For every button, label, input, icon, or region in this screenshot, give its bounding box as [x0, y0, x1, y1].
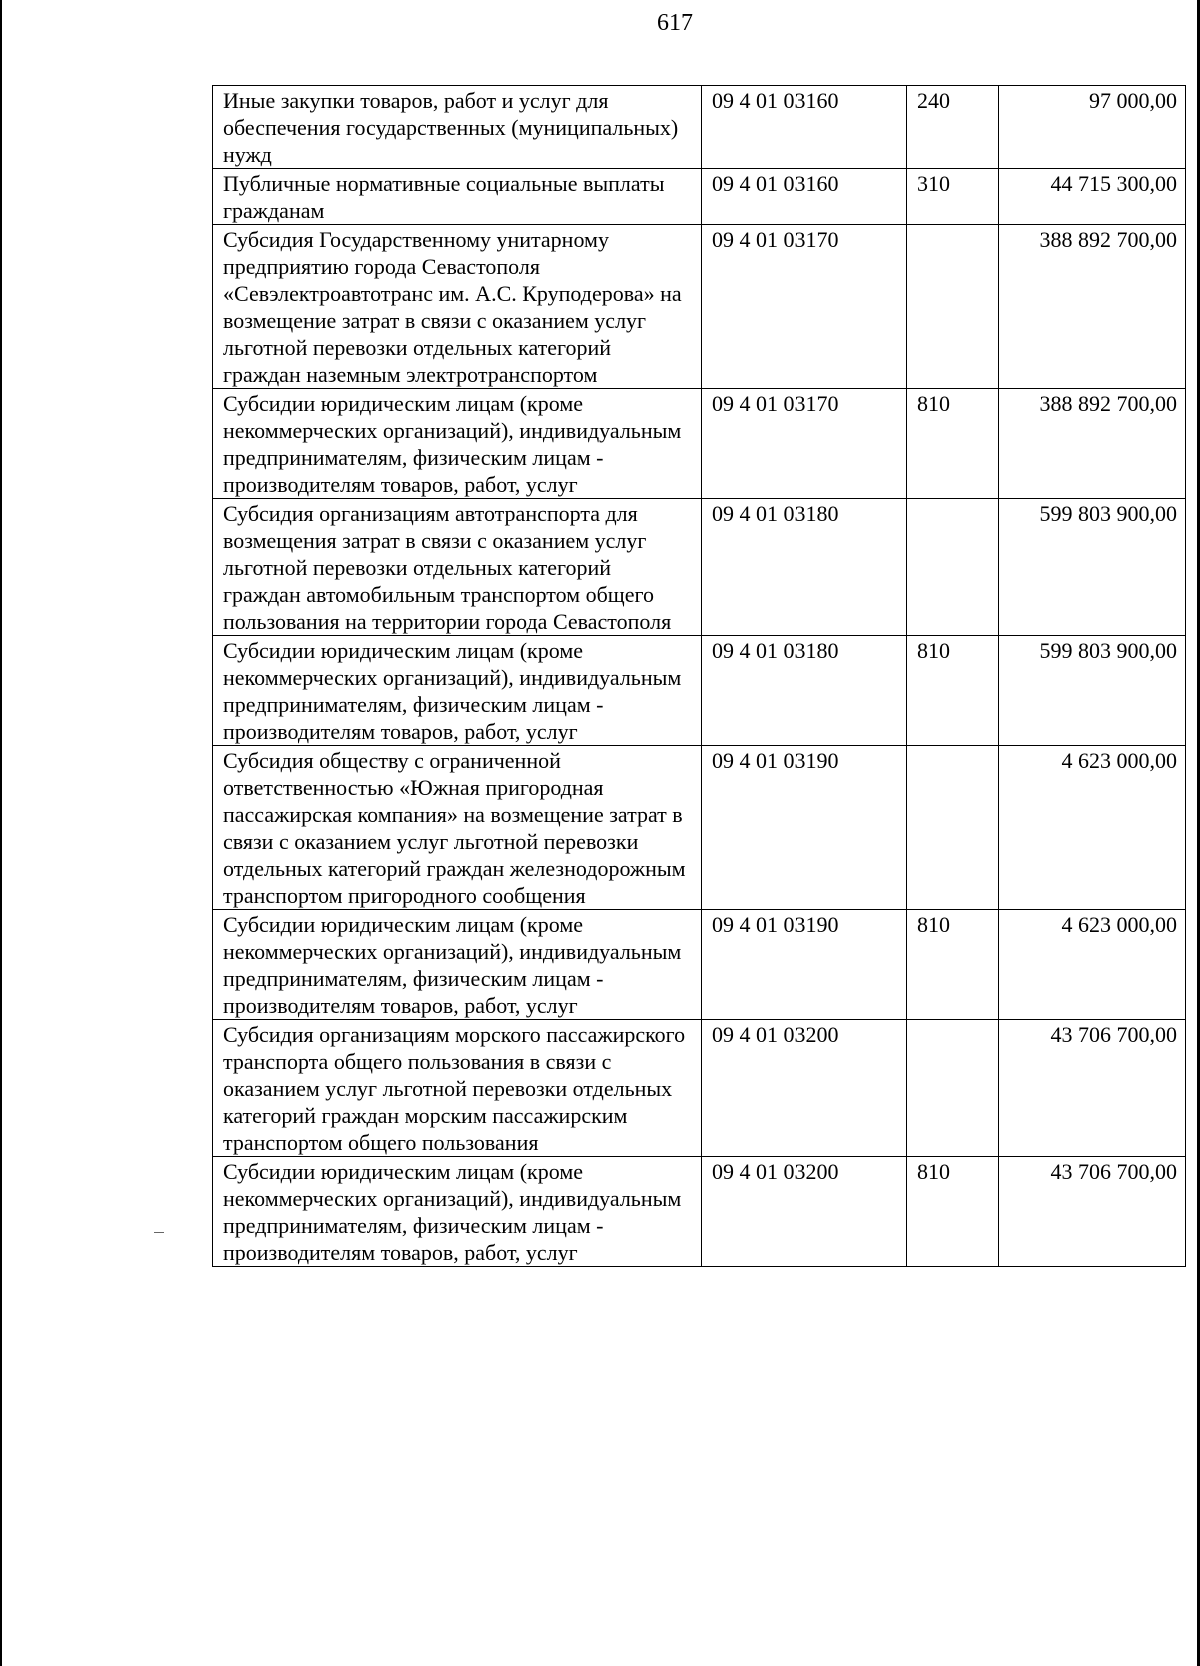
- amount-cell: 4 623 000,00: [999, 910, 1186, 1020]
- expense-name-cell: Субсидия организациям морского пассажирского транспорта общего пользования в связи с оказанием услуг льготной перевозки отдельных категорий граждан морским пассажирским транспортом общего пользования: [213, 1020, 702, 1157]
- table-row: [213, 499, 1186, 636]
- page-number: 617: [657, 10, 693, 36]
- expense-type-code-cell: 810: [907, 389, 999, 499]
- expense-type-code-cell: 240: [907, 86, 999, 169]
- table-row: [213, 389, 1186, 499]
- expense-type-code-cell: [907, 225, 999, 389]
- target-article-code-cell: 09 4 01 03190: [702, 910, 907, 1020]
- amount-cell: 44 715 300,00: [999, 169, 1186, 225]
- expense-name-cell: Публичные нормативные социальные выплаты гражданам: [213, 169, 702, 225]
- table-row: [213, 1020, 1186, 1157]
- table-row: [213, 169, 1186, 225]
- expense-name-cell: Субсидия организациям автотранспорта для возмещения затрат в связи с оказанием услуг льготной перевозки отдельных категорий граждан автомобильным транспортом общего пользования на территории города Севастополя: [213, 499, 702, 636]
- target-article-code-cell: 09 4 01 03190: [702, 746, 907, 910]
- target-article-code-cell: 09 4 01 03160: [702, 169, 907, 225]
- expense-type-code-cell: 810: [907, 910, 999, 1020]
- amount-cell: 599 803 900,00: [999, 636, 1186, 746]
- table-row: [213, 746, 1186, 910]
- expense-type-code-cell: [907, 746, 999, 910]
- table-row: [213, 1157, 1186, 1267]
- scan-border-left: [0, 0, 2, 1666]
- table-row: [213, 225, 1186, 389]
- expense-name-cell: Субсидии юридическим лицам (кроме некоммерческих организаций), индивидуальным предпринимателям, физическим лицам - производителям товаров, работ, услуг: [213, 910, 702, 1020]
- target-article-code-cell: 09 4 01 03200: [702, 1020, 907, 1157]
- expense-type-code-cell: [907, 499, 999, 636]
- amount-cell: 97 000,00: [999, 86, 1186, 169]
- expense-name-cell: Иные закупки товаров, работ и услуг для обеспечения государственных (муниципальных) нужд: [213, 86, 702, 169]
- expense-name-cell: Субсидия Государственному унитарному предприятию города Севастополя «Севэлектроавтотранс им. А.С. Круподерова» на возмещение затрат в связи с оказанием услуг льготной перевозки отдельных категорий граждан наземным электротранспортом: [213, 225, 702, 389]
- table-row: [213, 86, 1186, 169]
- expense-type-code-cell: 810: [907, 636, 999, 746]
- amount-cell: 43 706 700,00: [999, 1157, 1186, 1267]
- target-article-code-cell: 09 4 01 03180: [702, 499, 907, 636]
- budget-table-body: [213, 86, 1186, 1267]
- amount-cell: 599 803 900,00: [999, 499, 1186, 636]
- scan-artifact-mark: [154, 1232, 164, 1233]
- target-article-code-cell: 09 4 01 03180: [702, 636, 907, 746]
- expense-name-cell: Субсидия обществу с ограниченной ответственностью «Южная пригородная пассажирская компания» на возмещение затрат в связи с оказанием услуг льготной перевозки отдельных категорий граждан железнодорожным транспортом пригородного сообщения: [213, 746, 702, 910]
- amount-cell: 4 623 000,00: [999, 746, 1186, 910]
- amount-cell: 388 892 700,00: [999, 389, 1186, 499]
- amount-cell: 388 892 700,00: [999, 225, 1186, 389]
- expense-type-code-cell: 310: [907, 169, 999, 225]
- table-row: [213, 910, 1186, 1020]
- target-article-code-cell: 09 4 01 03200: [702, 1157, 907, 1267]
- budget-table: [212, 85, 1186, 1267]
- target-article-code-cell: 09 4 01 03160: [702, 86, 907, 169]
- table-row: [213, 636, 1186, 746]
- expense-type-code-cell: [907, 1020, 999, 1157]
- expense-name-cell: Субсидии юридическим лицам (кроме некоммерческих организаций), индивидуальным предпринимателям, физическим лицам - производителям товаров, работ, услуг: [213, 389, 702, 499]
- expense-name-cell: Субсидии юридическим лицам (кроме некоммерческих организаций), индивидуальным предпринимателям, физическим лицам - производителям товаров, работ, услуг: [213, 636, 702, 746]
- amount-cell: 43 706 700,00: [999, 1020, 1186, 1157]
- expense-name-cell: Субсидии юридическим лицам (кроме некоммерческих организаций), индивидуальным предпринимателям, физическим лицам - производителям товаров, работ, услуг: [213, 1157, 702, 1267]
- target-article-code-cell: 09 4 01 03170: [702, 225, 907, 389]
- target-article-code-cell: 09 4 01 03170: [702, 389, 907, 499]
- expense-type-code-cell: 810: [907, 1157, 999, 1267]
